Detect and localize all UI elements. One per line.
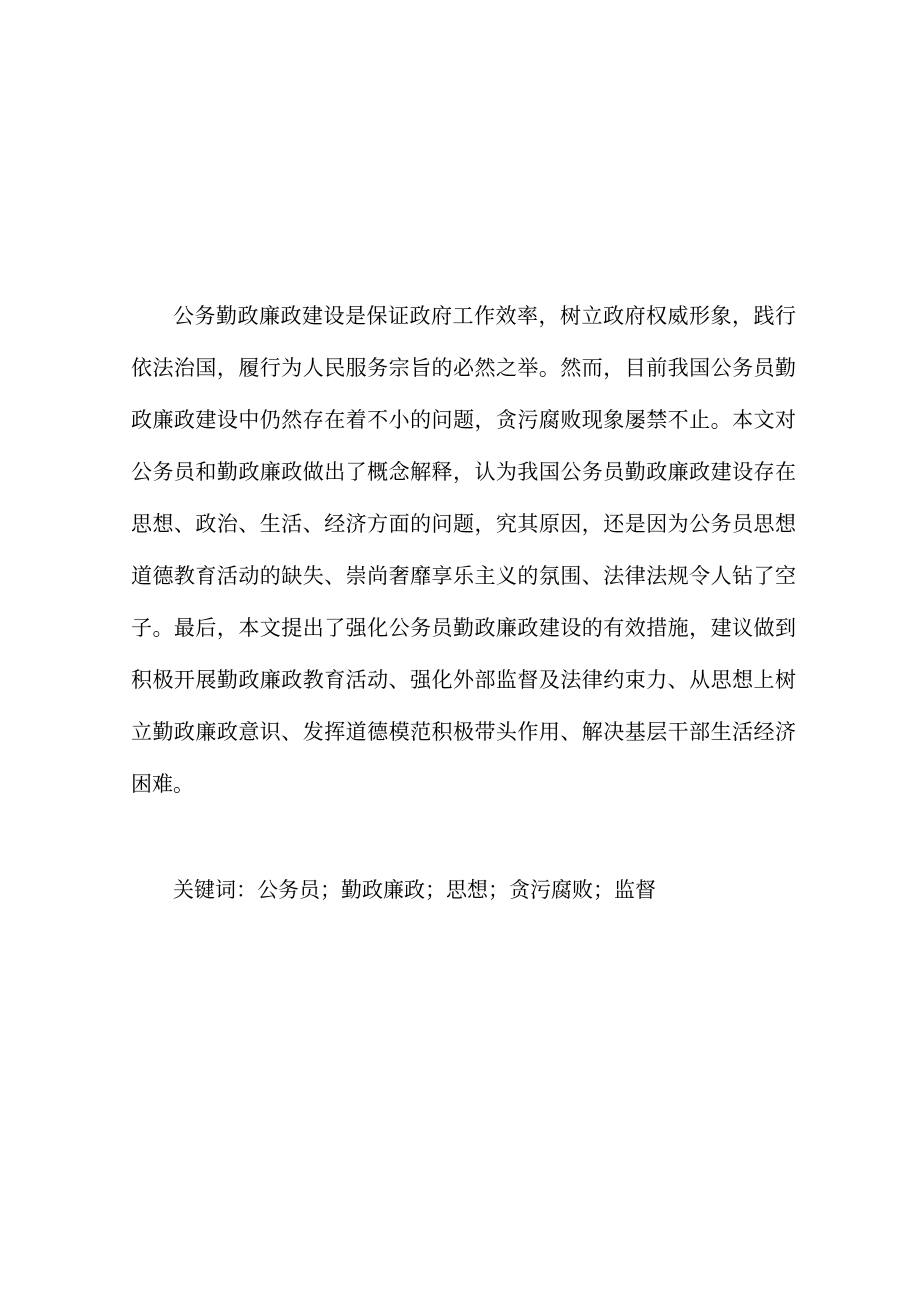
abstract-paragraph: 公务勤政廉政建设是保证政府工作效率，树立政府权威形象，践行依法治国，履行为人民服务宗旨的必然之举。然而，目前我国公务员勤政廉政建设中仍然存在着不小的问题，贪污腐败现象屡禁不止。本文对公务员和勤政廉政做出了概念解释，认为我国公务员勤政廉政建设存在思想、政治、生活、经济方面的问题，究其原因，还是因为公务员思想道德教育活动的缺失、崇尚奢靡享乐主义的氛围、法律法规令人钻了空子。最后，本文提出了强化公务员勤政廉政建设的有效措施，建议做到积极开展勤政廉政教育活动、强化外部监督及法律约束力、从思想上树立勤政廉政意识、发挥道德模范积极带头作用、解决基层干部生活经济困难。 [131,304,796,796]
keywords-line: 关键词：公务员；勤政廉政；思想；贪污腐败；监督 [173,878,656,902]
